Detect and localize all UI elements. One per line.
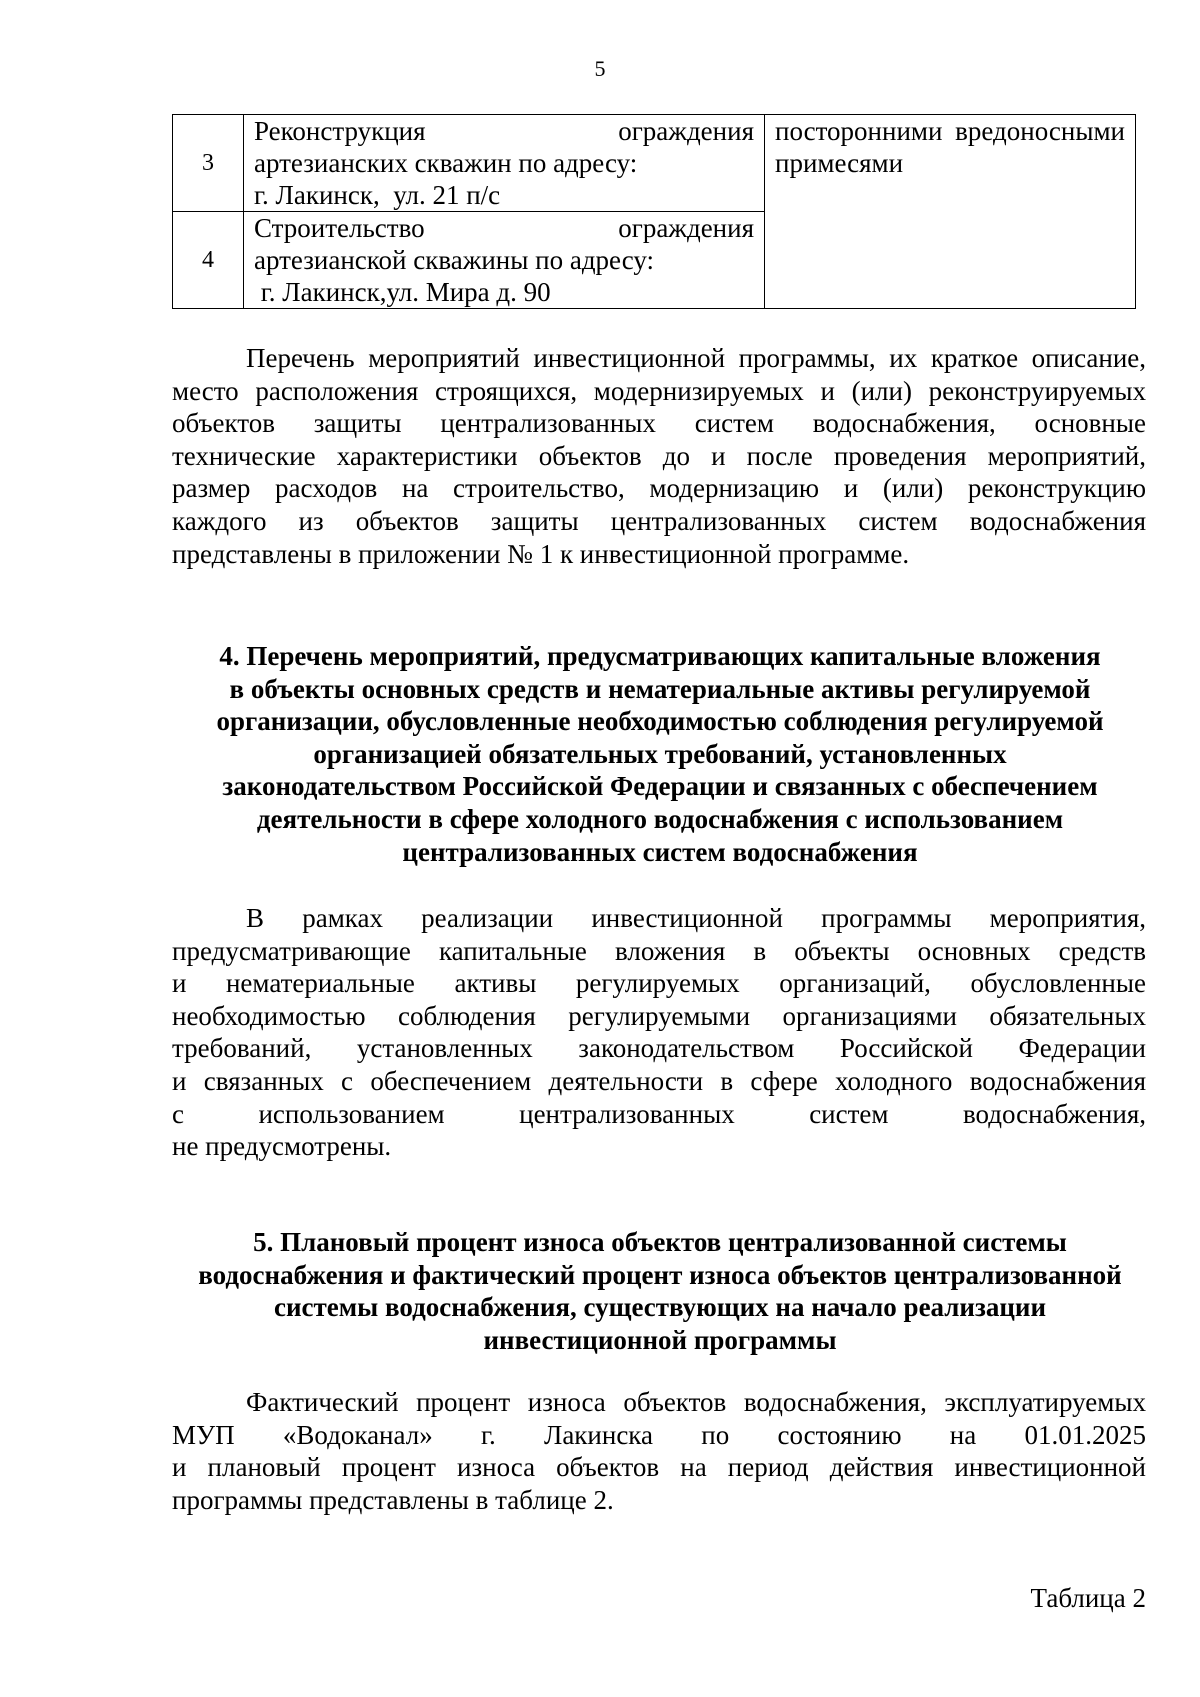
paragraph-line: не предусмотрены. [172, 1131, 392, 1162]
description-line: Реконструкция ограждения [254, 116, 754, 146]
heading-line: деятельности в сфере холодного водоснабжения с использованием [256, 803, 1064, 834]
heading-line: 4. Перечень мероприятий, предусматривающих капитальные вложения [219, 641, 1101, 671]
paragraph-line: технические характеристики объектов до и после проведения мероприятий, [172, 440, 1146, 471]
paragraph-line: представлены в приложении № 1 к инвестиционной программе. [172, 538, 910, 569]
heading-line: централизованных систем водоснабжения [402, 836, 918, 867]
heading-line: системы водоснабжения, существующих на начало реализации [273, 1292, 1047, 1323]
table-caption: Таблица 2 [1030, 1583, 1146, 1613]
description-line: г. Лакинск, ул. 21 п/с [254, 180, 501, 210]
note-line: посторонними вредоносными [775, 116, 1125, 146]
section-heading-4 [140, 640, 1180, 868]
paragraph-line: В рамках реализации инвестиционной программы мероприятия, [246, 903, 1146, 933]
heading-line: инвестиционной программы [483, 1324, 837, 1355]
paragraph-line: с использованием централизованных систем водоснабжения, [172, 1098, 1146, 1129]
paragraph-line: место расположения строящихся, модернизируемых и (или) реконструируемых [172, 375, 1146, 406]
paragraph-line: необходимостью соблюдения регулируемыми организациями обязательных [172, 1000, 1146, 1031]
paragraph-line: Перечень мероприятий инвестиционной программы, их краткое описание, [246, 343, 1146, 373]
paragraph-line: и связанных с обеспечением деятельности в сфере холодного водоснабжения [172, 1065, 1146, 1096]
work-description [244, 212, 765, 309]
paragraph-line: МУП «Водоканал» г. Лакинска по состоянию на 01.01.2025 [172, 1419, 1146, 1450]
heading-line: организацией обязательных требований, установленных [313, 738, 1007, 769]
heading-line: организации, обусловленные необходимостью соблюдения регулируемой [216, 706, 1104, 737]
paragraph-investment-measures [172, 342, 1146, 570]
description-line: г. Лакинск,ул. Мира д. 90 [254, 277, 551, 307]
heading-line: в объекты основных средств и нематериальные активы регулируемой [229, 673, 1091, 704]
paragraph-line: объектов защиты централизованных систем водоснабжения, основные [172, 408, 1146, 439]
description-line: артезианских скважин по адресу: [254, 148, 638, 178]
table-row [173, 115, 1136, 212]
heading-line: 5. Плановый процент износа объектов централизованной системы [253, 1227, 1067, 1257]
work-note [765, 115, 1136, 309]
paragraph-capital-investments [172, 902, 1146, 1163]
works-table [172, 114, 1136, 309]
paragraph-line: предусматривающие капитальные вложения в объекты основных средств [172, 935, 1146, 966]
paragraph-line: и плановый процент износа объектов на период действия инвестиционной [172, 1452, 1146, 1483]
note-line: примесями [775, 148, 904, 178]
heading-line: законодательством Российской Федерации и связанных с обеспечением [222, 771, 1098, 802]
paragraph-line: программы представлены в таблице 2. [172, 1484, 614, 1515]
section-heading-5 [140, 1226, 1180, 1356]
row-number: 4 [173, 212, 244, 309]
heading-line: водоснабжения и фактический процент износа объектов централизованной [198, 1259, 1122, 1290]
paragraph-line: и нематериальные активы регулируемых организаций, обусловленные [172, 968, 1146, 999]
paragraph-wear-percentage [172, 1386, 1146, 1516]
paragraph-line: Фактический процент износа объектов водоснабжения, эксплуатируемых [246, 1387, 1146, 1417]
description-line: артезианской скважины по адресу: [254, 245, 654, 275]
work-description [244, 115, 765, 212]
paragraph-line: каждого из объектов защиты централизованных систем водоснабжения [172, 505, 1146, 536]
paragraph-line: требований, установленных законодательством Российской Федерации [172, 1033, 1146, 1064]
description-line: Строительство ограждения [254, 213, 754, 243]
row-number: 3 [173, 115, 244, 212]
page-number: 5 [594, 56, 606, 81]
paragraph-line: размер расходов на строительство, модернизацию и (или) реконструкцию [172, 473, 1146, 504]
